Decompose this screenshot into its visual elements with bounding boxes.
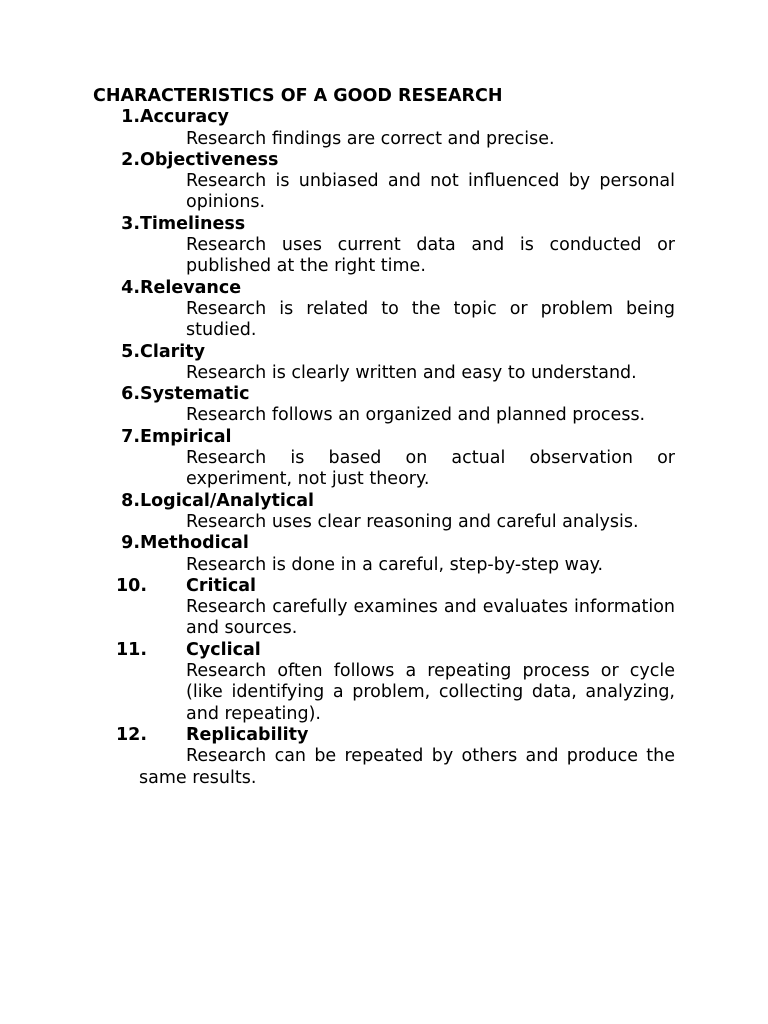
item-label: Clarity — [140, 341, 206, 362]
item-description: Research is done in a careful, step-by-step way. — [186, 554, 604, 575]
item-number: 12. — [116, 724, 148, 745]
item-label: Relevance — [140, 277, 242, 298]
item-label: Replicability — [186, 724, 309, 745]
item-description: Research carefully examines and evaluates information and sources. — [186, 597, 675, 639]
list-item — [93, 107, 675, 150]
list-item — [93, 533, 675, 576]
item-heading — [93, 384, 675, 405]
item-number: 5. — [121, 341, 140, 362]
item-number: 11. — [116, 639, 148, 660]
item-heading — [93, 342, 675, 363]
item-heading — [93, 107, 675, 128]
item-number: 9. — [121, 533, 140, 554]
item-label: Methodical — [140, 533, 249, 554]
item-label: Cyclical — [186, 639, 261, 660]
item-heading — [93, 491, 675, 512]
list-item — [93, 150, 675, 214]
list-item — [93, 725, 675, 789]
item-description: Research is based on actual observation or experiment, not just theory. — [186, 448, 675, 490]
item-description: Research often follows a repeating process or cycle (like identifying a problem, collecting data, analyzing, and repeating). — [186, 661, 675, 724]
item-description: Research is related to the topic or problem being studied. — [186, 298, 675, 341]
item-label: Accuracy — [140, 107, 229, 128]
item-number: 6. — [121, 384, 140, 405]
item-heading — [93, 214, 675, 235]
item-label: Objectiveness — [140, 149, 279, 170]
item-label: Critical — [186, 575, 257, 596]
list-item — [93, 576, 675, 640]
list-item — [93, 491, 675, 534]
list-item — [93, 278, 675, 342]
item-heading — [93, 533, 675, 554]
item-heading — [93, 576, 675, 597]
list-item — [93, 640, 675, 725]
item-number: 4. — [121, 277, 140, 298]
item-description: Research follows an organized and planned process. — [186, 405, 646, 426]
document-body — [93, 86, 675, 789]
item-description: Research is clearly written and easy to understand. — [186, 362, 637, 383]
document-title: CHARACTERISTICS OF A GOOD RESEARCH — [93, 86, 503, 106]
list-item — [93, 384, 675, 427]
list-item — [93, 214, 675, 278]
item-number: 7. — [121, 426, 140, 447]
item-label: Timeliness — [140, 213, 246, 234]
item-label: Empirical — [140, 426, 232, 447]
item-number: 8. — [121, 490, 140, 511]
item-number: 10. — [116, 575, 148, 596]
item-label: Systematic — [140, 384, 250, 405]
list-item — [93, 342, 675, 385]
item-description: Research can be repeated by others and produce the same results. — [139, 746, 675, 788]
list-item — [93, 427, 675, 491]
item-description: Research uses clear reasoning and careful analysis. — [186, 511, 639, 532]
item-heading — [93, 427, 675, 448]
item-heading — [93, 640, 675, 661]
item-heading — [93, 725, 675, 746]
item-description: Research findings are correct and precise. — [186, 128, 555, 149]
item-label: Logical/Analytical — [140, 490, 315, 511]
item-description: Research is unbiased and not influenced by personal opinions. — [186, 171, 675, 213]
item-number: 1. — [121, 107, 140, 128]
item-description: Research uses current data and is conducted or published at the right time. — [186, 235, 675, 277]
item-heading — [93, 150, 675, 171]
item-number: 3. — [121, 213, 140, 234]
item-number: 2. — [121, 149, 140, 170]
item-heading — [93, 278, 675, 299]
